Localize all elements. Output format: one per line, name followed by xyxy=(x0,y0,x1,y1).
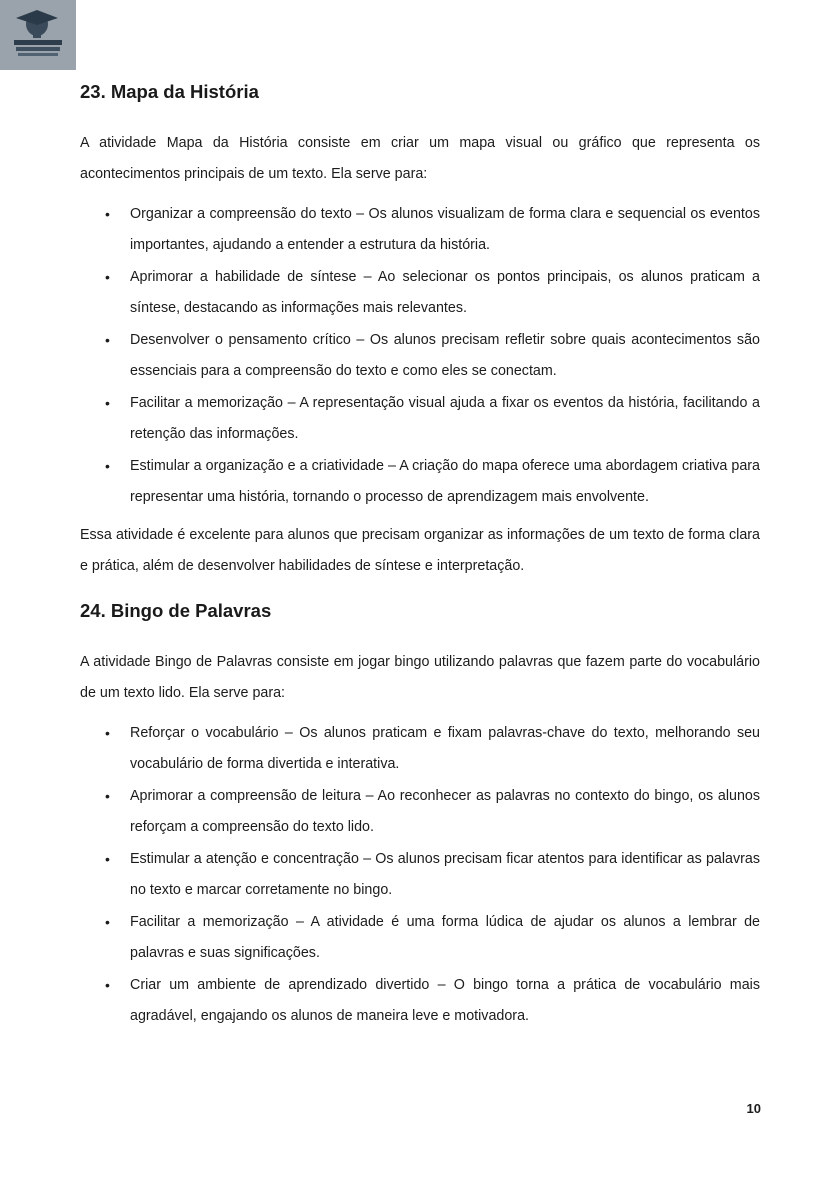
bullet-icon: • xyxy=(105,914,110,930)
bullet-icon: • xyxy=(105,788,110,804)
bullet-icon: • xyxy=(105,332,110,348)
list-item-text: Estimular a atenção e concentração – Os alunos precisam ficar atentos para identificar as palavras no texto e marcar corretamente no bingo. xyxy=(130,851,760,898)
list-item xyxy=(80,451,760,512)
list-item xyxy=(80,262,760,323)
section-heading: 23. Mapa da História xyxy=(80,81,259,102)
bullet-list xyxy=(80,718,760,1031)
document-body xyxy=(80,78,760,1039)
section-conclusion: Essa atividade é excelente para alunos que precisam organizar as informações de um texto de forma clara e prática, além de desenvolver habilidades de síntese e interpretação. xyxy=(80,527,760,574)
list-item xyxy=(80,907,760,968)
list-item-text: Organizar a compreensão do texto – Os alunos visualizam de forma clara e sequencial os eventos importantes, ajudando a entender a estrutura da história. xyxy=(130,206,760,253)
list-item xyxy=(80,718,760,779)
bullet-icon: • xyxy=(105,458,110,474)
list-item xyxy=(80,844,760,905)
bullet-icon: • xyxy=(105,206,110,222)
list-item-text: Desenvolver o pensamento crítico – Os alunos precisam refletir sobre quais acontecimentos são essenciais para a compreensão do texto e como eles se conectam. xyxy=(130,332,760,379)
section-intro: A atividade Mapa da História consiste em criar um mapa visual ou gráfico que representa os acontecimentos principais de um texto. Ela serve para: xyxy=(80,135,760,182)
list-item-text: Aprimorar a compreensão de leitura – Ao reconhecer as palavras no contexto do bingo, os alunos reforçam a compreensão do texto lido. xyxy=(130,788,760,835)
bullet-icon: • xyxy=(105,977,110,993)
list-item xyxy=(80,781,760,842)
section-intro: A atividade Bingo de Palavras consiste em jogar bingo utilizando palavras que fazem parte do vocabulário de um texto lido. Ela serve para: xyxy=(80,654,760,701)
bullet-list xyxy=(80,199,760,512)
bullet-icon: • xyxy=(105,851,110,867)
list-item-text: Reforçar o vocabulário – Os alunos praticam e fixam palavras-chave do texto, melhorando seu vocabulário de forma divertida e interativa. xyxy=(130,725,760,772)
list-item-text: Estimular a organização e a criatividade – A criação do mapa oferece uma abordagem criativa para representar uma história, tornando o processo de aprendizagem mais envolvente. xyxy=(130,458,760,505)
section-heading: 24. Bingo de Palavras xyxy=(80,600,272,621)
page-number: 10 xyxy=(746,1101,761,1116)
bullet-icon: • xyxy=(105,269,110,285)
graduation-cap-icon xyxy=(0,0,76,70)
list-item xyxy=(80,325,760,386)
bullet-icon: • xyxy=(105,725,110,741)
list-item-text: Facilitar a memorização – A representação visual ajuda a fixar os eventos da história, facilitando a retenção das informações. xyxy=(130,395,760,442)
list-item xyxy=(80,970,760,1031)
list-item xyxy=(80,199,760,260)
logo xyxy=(0,0,76,70)
list-item xyxy=(80,388,760,449)
list-item-text: Aprimorar a habilidade de síntese – Ao selecionar os pontos principais, os alunos praticam a síntese, destacando as informações mais relevantes. xyxy=(130,269,760,316)
list-item-text: Facilitar a memorização – A atividade é uma forma lúdica de ajudar os alunos a lembrar de palavras e suas significações. xyxy=(130,914,760,961)
list-item-text: Criar um ambiente de aprendizado divertido – O bingo torna a prática de vocabulário mais agradável, engajando os alunos de maneira leve e motivadora. xyxy=(130,977,760,1024)
bullet-icon: • xyxy=(105,395,110,411)
